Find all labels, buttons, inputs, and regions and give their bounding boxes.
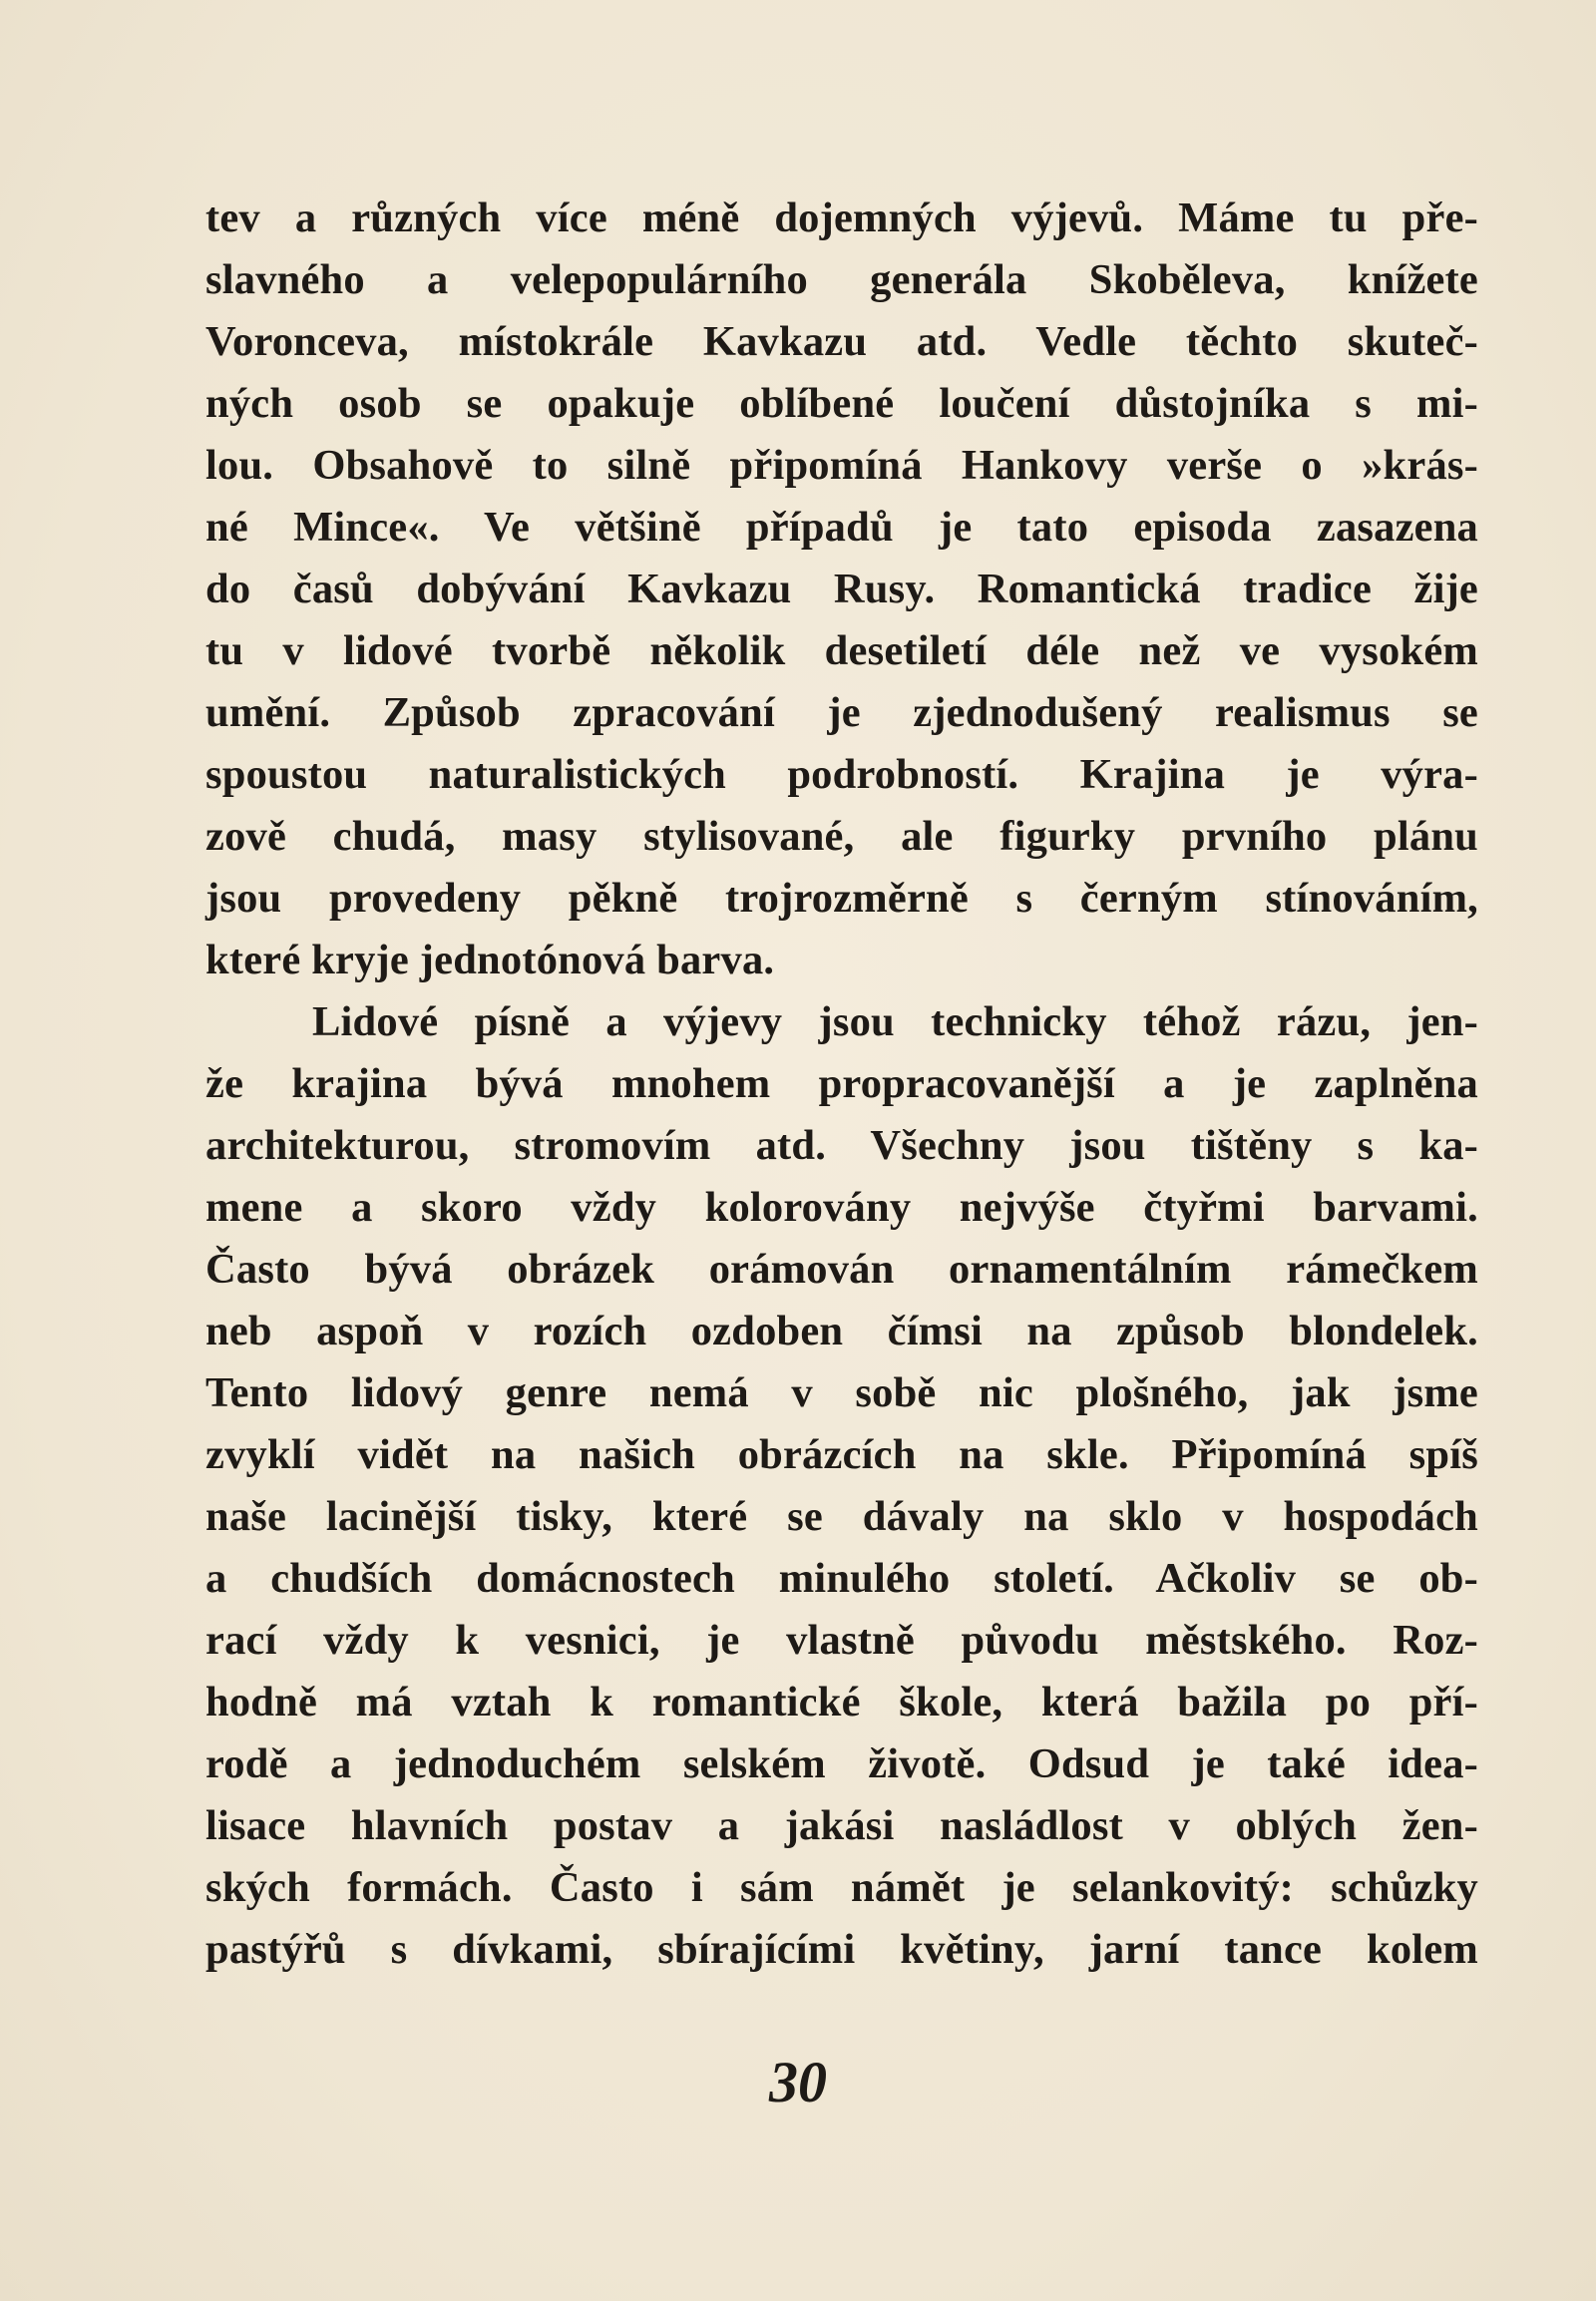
- text-line: jsou provedeny pěkně trojrozměrně s černým stínováním,: [205, 875, 1478, 922]
- text-line: které kryje jednotónová barva.: [205, 937, 775, 983]
- text-line: že krajina bývá mnohem propracovanější a je zaplněna: [205, 1060, 1478, 1107]
- text-line: rodě a jednoduchém selském životě. Odsud je také idea-: [205, 1740, 1478, 1787]
- text-line: ných osob se opakuje oblíbené loučení důstojníka s mi-: [205, 380, 1478, 427]
- text-line: a chudších domácnostech minulého století. Ačkoliv se ob-: [205, 1555, 1478, 1602]
- text-line: lou. Obsahově to silně připomíná Hankovy verše o »krás-: [205, 442, 1478, 489]
- text-line: tev a různých více méně dojemných výjevů. Máme tu pře-: [205, 194, 1478, 241]
- text-line: pastýřů s dívkami, sbírajícími květiny, jarní tance kolem: [205, 1926, 1478, 1973]
- text-line: zvyklí vidět na našich obrázcích na skle. Připomíná spíš: [205, 1431, 1478, 1478]
- text-line: rací vždy k vesnici, je vlastně původu městského. Roz-: [205, 1617, 1478, 1664]
- text-line: mene a skoro vždy kolorovány nejvýše čtyřmi barvami.: [205, 1184, 1478, 1231]
- page-number: 30: [769, 2050, 827, 2114]
- text-line: Často bývá obrázek orámován ornamentálním rámečkem: [205, 1246, 1478, 1293]
- text-line: Voronceva, místokrále Kavkazu atd. Vedle těchto skuteč-: [205, 318, 1478, 365]
- text-line: né Mince«. Ve většině případů je tato episoda zasazena: [205, 504, 1478, 551]
- text-line: architekturou, stromovím atd. Všechny jsou tištěny s ka-: [205, 1122, 1478, 1169]
- text-line: Tento lidový genre nemá v sobě nic plošného, jak jsme: [205, 1369, 1478, 1416]
- text-line: naše lacinější tisky, které se dávaly na sklo v hospodách: [205, 1493, 1478, 1540]
- text-line: slavného a velepopulárního generála Skoběleva, knížete: [205, 256, 1478, 303]
- text-line: ských formách. Často i sám námět je selankovitý: schůzky: [205, 1864, 1478, 1911]
- text-line: zově chudá, masy stylisované, ale figurky prvního plánu: [205, 813, 1478, 860]
- text-line: neb aspoň v rozích ozdoben čímsi na způsob blondelek.: [205, 1308, 1478, 1354]
- text-line: do časů dobývání Kavkazu Rusy. Romantická tradice žije: [205, 566, 1478, 612]
- paragraph-first-line: Lidové písně a výjevy jsou technicky téhož rázu, jen-: [312, 998, 1478, 1045]
- text-line: umění. Způsob zpracování je zjednodušený realismus se: [205, 689, 1478, 736]
- text-line: lisace hlavních postav a jakási nasládlost v oblých žen-: [205, 1802, 1478, 1849]
- text-line: hodně má vztah k romantické škole, která bažila po pří-: [205, 1679, 1478, 1726]
- text-line: spoustou naturalistických podrobností. Krajina je výra-: [205, 751, 1478, 798]
- text-line: tu v lidové tvorbě několik desetiletí déle než ve vysokém: [205, 627, 1478, 674]
